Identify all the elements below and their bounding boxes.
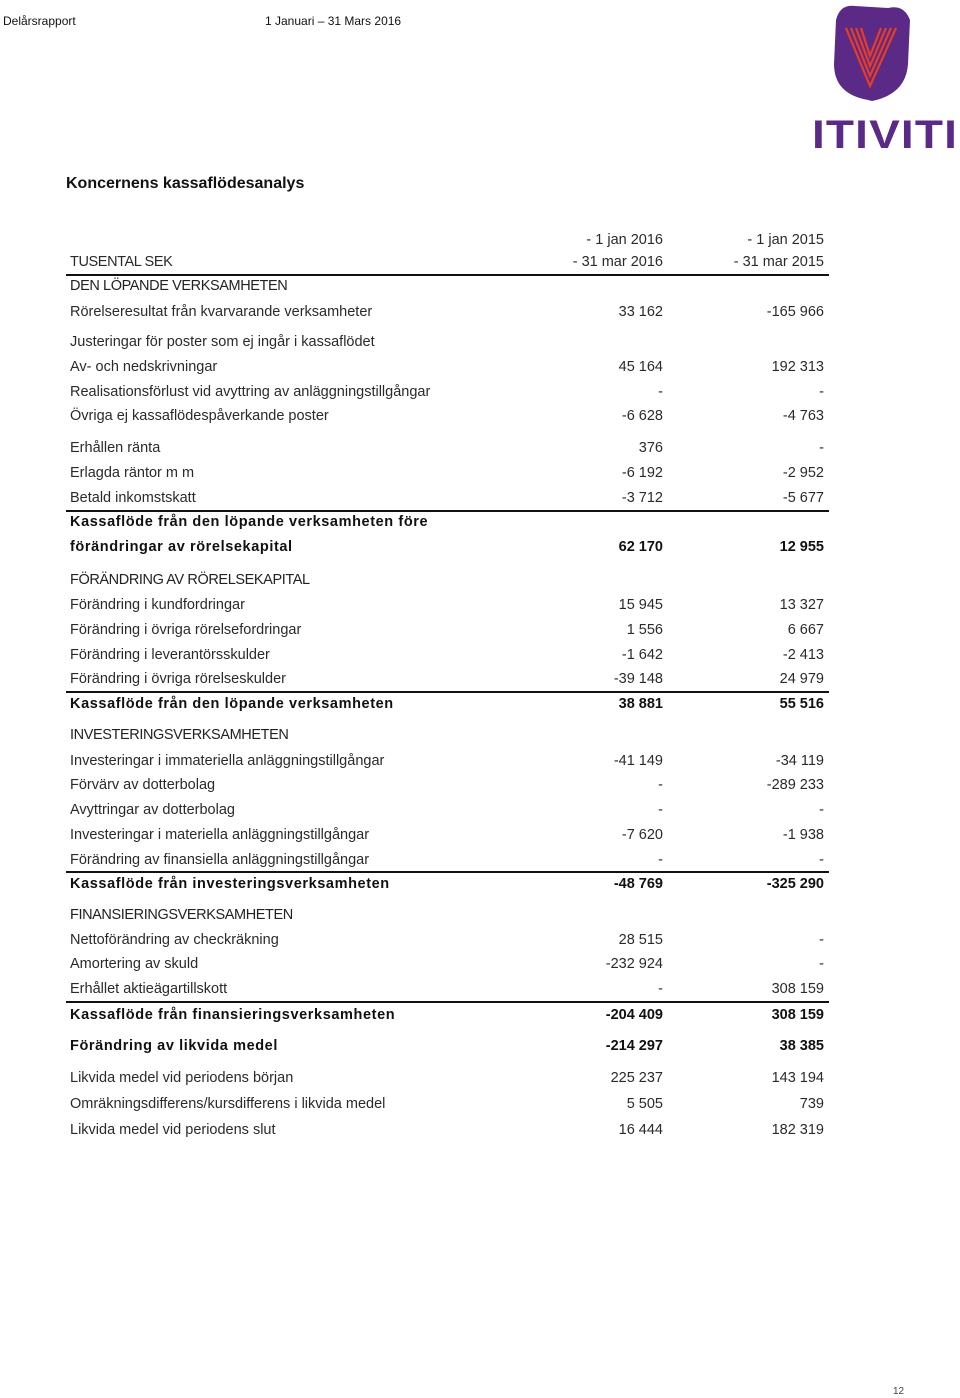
column-header-line2 xyxy=(66,251,829,273)
value-2016: - xyxy=(658,384,663,400)
row-label: Erhållet aktieägartillskott xyxy=(70,981,228,997)
row-label: Kassaflöde från den löpande verksamheten före xyxy=(70,514,429,530)
col1-header-line2: - 31 mar 2016 xyxy=(572,254,663,270)
table-row xyxy=(66,1004,829,1026)
table-row xyxy=(66,953,829,975)
row-label: Förändring av likvida medel xyxy=(70,1038,278,1054)
column-header-line1 xyxy=(66,229,829,251)
row-label: Investeringar i materiella anläggningstillgångar xyxy=(70,827,370,843)
value-2015: -34 119 xyxy=(775,753,824,769)
itiviti-logo xyxy=(810,2,960,154)
table-row xyxy=(66,644,829,666)
table-row xyxy=(66,356,829,378)
col2-header-line1: - 1 jan 2015 xyxy=(747,232,824,248)
row-label: Kassaflöde från investeringsverksamheten xyxy=(70,876,390,892)
value-2015: - xyxy=(819,384,824,400)
value-2015: -165 966 xyxy=(766,304,824,320)
value-2016: - xyxy=(658,777,663,793)
value-2016: 15 945 xyxy=(618,597,663,613)
page-number: 12 xyxy=(893,1386,905,1397)
table-row xyxy=(66,511,829,533)
row-label: Justeringar för poster som ej ingår i kassaflödet xyxy=(70,334,375,350)
value-2016: 62 170 xyxy=(618,539,663,555)
table-row xyxy=(66,487,829,509)
table-row xyxy=(66,693,829,715)
value-2016: 28 515 xyxy=(618,932,663,948)
table-row xyxy=(66,437,829,459)
value-2015: 308 159 xyxy=(771,981,824,997)
row-label: Likvida medel vid periodens slut xyxy=(70,1122,276,1138)
value-2015: -2 413 xyxy=(782,647,824,663)
value-2015: - xyxy=(819,956,824,972)
value-2016: 33 162 xyxy=(618,304,663,320)
subtotal-rule xyxy=(66,871,829,873)
row-label: Nettoförändring av checkräkning xyxy=(70,932,279,948)
table-row xyxy=(66,381,829,403)
value-2015: 192 313 xyxy=(771,359,824,375)
value-2015: - xyxy=(819,440,824,456)
row-label: Omräkningsdifferens/kursdifferens i likvida medel xyxy=(70,1096,386,1112)
value-2016: 45 164 xyxy=(618,359,663,375)
value-2015: 38 385 xyxy=(779,1038,824,1054)
value-2016: -6 192 xyxy=(621,465,663,481)
table-row xyxy=(66,405,829,427)
row-label: Realisationsförlust vid avyttring av anläggningstillgångar xyxy=(70,384,431,400)
value-2016: -232 924 xyxy=(605,956,663,972)
value-2015: 6 667 xyxy=(787,622,824,638)
value-2015: 12 955 xyxy=(779,539,824,555)
value-2016: - xyxy=(658,852,663,868)
row-label: Kassaflöde från finansieringsverksamheten xyxy=(70,1007,396,1023)
col1-header-line1: - 1 jan 2016 xyxy=(586,232,663,248)
subtotal-rule xyxy=(66,691,829,693)
value-2016: - xyxy=(658,981,663,997)
row-label: Likvida medel vid periodens början xyxy=(70,1070,294,1086)
value-2016: -39 148 xyxy=(613,671,663,687)
table-row xyxy=(66,1035,829,1057)
row-label: Förvärv av dotterbolag xyxy=(70,777,216,793)
value-2016: - xyxy=(658,802,663,818)
table-row xyxy=(66,824,829,846)
table-row xyxy=(66,1067,829,1089)
row-label: Förändring i kundfordringar xyxy=(70,597,245,613)
value-2015: 182 319 xyxy=(771,1122,824,1138)
value-2016: 376 xyxy=(638,440,663,456)
value-2015: -325 290 xyxy=(766,876,824,892)
logo-text: ITIVITI xyxy=(812,113,958,154)
table-row xyxy=(66,569,829,591)
table-row xyxy=(66,462,829,484)
table-row xyxy=(66,904,829,926)
row-label: DEN LÖPANDE VERKSAMHETEN xyxy=(70,278,288,294)
table-row xyxy=(66,750,829,772)
report-name: Delårsrapport xyxy=(3,14,76,28)
value-2016: 5 505 xyxy=(626,1096,663,1112)
table-row xyxy=(66,331,829,353)
table-row xyxy=(66,849,829,871)
row-label: Kassaflöde från den löpande verksamheten xyxy=(70,696,394,712)
value-2015: - xyxy=(819,932,824,948)
value-2015: -2 952 xyxy=(782,465,824,481)
value-2016: 1 556 xyxy=(626,622,663,638)
row-label: Avyttringar av dotterbolag xyxy=(70,802,235,818)
row-label: Förändring av finansiella anläggningstillgångar xyxy=(70,852,370,868)
table-row xyxy=(66,724,829,746)
row-label: Övriga ej kassaflödespåverkande poster xyxy=(70,408,329,424)
value-2016: 38 881 xyxy=(618,696,663,712)
table-row xyxy=(66,1093,829,1115)
value-2016: -7 620 xyxy=(621,827,663,843)
subtotal-rule xyxy=(66,1001,829,1003)
value-2015: -4 763 xyxy=(782,408,824,424)
value-2015: 13 327 xyxy=(779,597,824,613)
value-2016: 16 444 xyxy=(618,1122,663,1138)
table-row xyxy=(66,873,829,895)
row-label: förändringar av rörelsekapital xyxy=(70,539,293,555)
row-label: Av- och nedskrivningar xyxy=(70,359,218,375)
row-label: Förändring i övriga rörelseskulder xyxy=(70,671,286,687)
table-row xyxy=(66,275,829,297)
value-2015: -289 233 xyxy=(766,777,824,793)
subtotal-rule xyxy=(66,510,829,512)
row-label: Investeringar i immateriella anläggningstillgångar xyxy=(70,753,385,769)
value-2015: -1 938 xyxy=(782,827,824,843)
table-row xyxy=(66,619,829,641)
value-2016: -48 769 xyxy=(613,876,663,892)
table-row xyxy=(66,1119,829,1141)
table-row xyxy=(66,774,829,796)
row-label: Erlagda räntor m m xyxy=(70,465,195,481)
value-2015: 308 159 xyxy=(771,1007,824,1023)
value-2016: 225 237 xyxy=(610,1070,663,1086)
value-2016: -1 642 xyxy=(621,647,663,663)
value-2015: 143 194 xyxy=(771,1070,824,1086)
value-2015: 55 516 xyxy=(779,696,824,712)
row-label: Betald inkomstskatt xyxy=(70,490,196,506)
itiviti-v-logo-icon xyxy=(834,6,910,101)
row-label: INVESTERINGSVERKSAMHETEN xyxy=(70,727,289,743)
value-2015: - xyxy=(819,802,824,818)
value-2015: - xyxy=(819,852,824,868)
row-label: Erhållen ränta xyxy=(70,440,161,456)
row-label: Förändring i övriga rörelsefordringar xyxy=(70,622,302,638)
unit-label: TUSENTAL SEK xyxy=(70,254,173,270)
row-label: Amortering av skuld xyxy=(70,956,199,972)
value-2016: -6 628 xyxy=(621,408,663,424)
row-label: Förändring i leverantörsskulder xyxy=(70,647,270,663)
row-label: FINANSIERINGSVERKSAMHETEN xyxy=(70,907,293,923)
table-row xyxy=(66,668,829,690)
table-row xyxy=(66,978,829,1000)
value-2016: -204 409 xyxy=(605,1007,663,1023)
value-2016: -41 149 xyxy=(613,753,663,769)
value-2015: -5 677 xyxy=(782,490,824,506)
value-2015: 24 979 xyxy=(779,671,824,687)
page-title: Koncernens kassaflödesanalys xyxy=(66,175,305,192)
row-label: Rörelseresultat från kvarvarande verksamheter xyxy=(70,304,373,320)
col2-header-line2: - 31 mar 2015 xyxy=(733,254,824,270)
value-2016: -214 297 xyxy=(605,1038,663,1054)
table-row xyxy=(66,536,829,558)
table-row xyxy=(66,594,829,616)
report-period: 1 Januari – 31 Mars 2016 xyxy=(265,14,402,28)
row-label: FÖRÄNDRING AV RÖRELSEKAPITAL xyxy=(70,572,310,588)
value-2015: 739 xyxy=(799,1096,824,1112)
table-row xyxy=(66,301,829,323)
table-row xyxy=(66,929,829,951)
table-row xyxy=(66,799,829,821)
header-rule xyxy=(66,274,829,276)
value-2016: -3 712 xyxy=(621,490,663,506)
